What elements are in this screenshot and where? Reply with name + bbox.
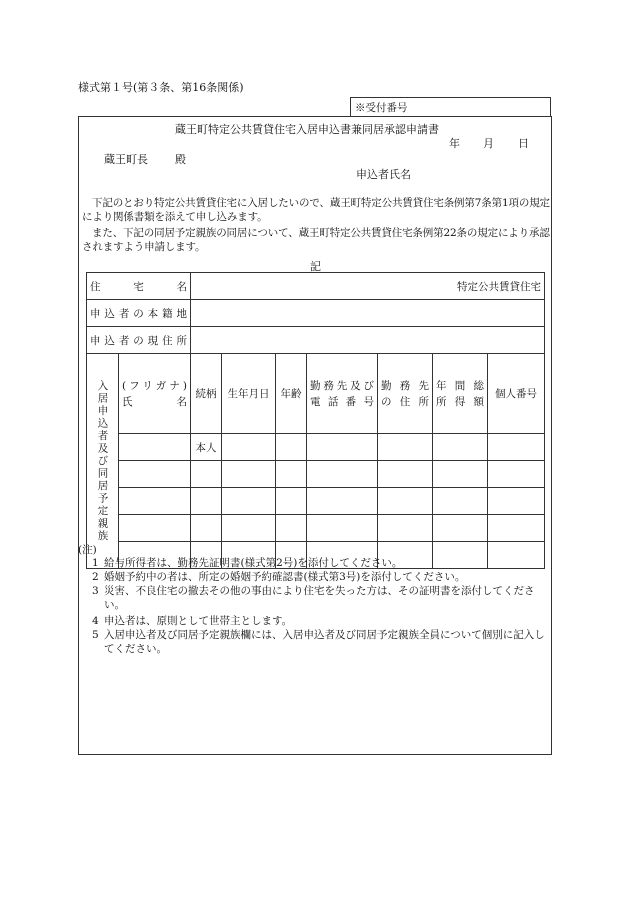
- relation-field[interactable]: [191, 488, 222, 515]
- date-month-label: 月: [483, 137, 494, 150]
- family-group-label: 入居申込者及び同居予定親族: [87, 354, 119, 569]
- housing-row: [87, 273, 545, 300]
- note-item: [92, 584, 554, 612]
- approval-paragraph: また、下記の同居予定親族の同居について、蔵王町特定公共賃貸住宅条例第22条の規定により承認されますよう申請します。: [82, 227, 550, 253]
- address-label: 申込者の現住所: [90, 334, 187, 347]
- note-number: 4: [92, 615, 99, 627]
- addressee-honorific: 殿: [175, 153, 186, 166]
- housing-label-cell: [87, 273, 191, 300]
- birthdate-field[interactable]: [222, 515, 276, 542]
- workplace-header-line2: 電話番号: [310, 395, 374, 408]
- personal-number-header: 個人番号: [488, 354, 545, 434]
- personal-number-field[interactable]: [488, 434, 545, 461]
- income-field[interactable]: [433, 488, 488, 515]
- note-item: [92, 570, 554, 584]
- income-field[interactable]: [433, 461, 488, 488]
- birthdate-header: 生年月日: [222, 354, 276, 434]
- note-item: [92, 556, 554, 570]
- note-text: 申込者は、原則として世帯主とします。: [104, 615, 293, 627]
- family-row: [87, 488, 545, 515]
- birthdate-field[interactable]: [222, 461, 276, 488]
- ki-heading: 記: [310, 260, 321, 273]
- name-field[interactable]: [119, 434, 191, 461]
- name-field[interactable]: [119, 515, 191, 542]
- workplace-header-line1: 勤務先及び: [310, 379, 374, 392]
- domicile-row: [87, 300, 545, 327]
- family-row: [87, 434, 545, 461]
- furigana-header: (フリガナ): [122, 379, 187, 392]
- age-header: 年齢: [276, 354, 307, 434]
- name-header-label: 氏名: [122, 395, 187, 408]
- date-day-label: 日: [518, 137, 529, 150]
- note-number: 2: [92, 571, 99, 583]
- family-header-row: [87, 354, 545, 434]
- workplace-field[interactable]: [307, 434, 378, 461]
- family-row: [87, 461, 545, 488]
- income-header: [433, 354, 488, 434]
- birthdate-field[interactable]: [222, 488, 276, 515]
- applicant-name-label: 申込者氏名: [356, 168, 411, 181]
- income-field[interactable]: [433, 515, 488, 542]
- note-number: 5: [92, 629, 99, 641]
- name-field[interactable]: [119, 461, 191, 488]
- family-row: [87, 515, 545, 542]
- income-field[interactable]: [433, 434, 488, 461]
- name-header: [119, 354, 191, 434]
- personal-number-field[interactable]: [488, 515, 545, 542]
- domicile-label-cell: [87, 300, 191, 327]
- note-text: 婚姻予約中の者は、所定の婚姻予約確認書(様式第3号)を添付してください。: [104, 571, 466, 583]
- housing-label: 住宅名: [90, 280, 187, 293]
- work-address-field[interactable]: [378, 515, 433, 542]
- note-item: [92, 628, 554, 656]
- address-field[interactable]: [191, 327, 545, 354]
- note-item: [92, 614, 554, 628]
- income-header-line1: 年間総: [436, 379, 484, 392]
- relation-header: 続柄: [191, 354, 222, 434]
- workplace-field[interactable]: [307, 515, 378, 542]
- note-text: 給与所得者は、勤務先証明書(様式第2号)を添付してください。: [104, 557, 403, 569]
- age-field[interactable]: [276, 434, 307, 461]
- workplace-field[interactable]: [307, 488, 378, 515]
- note-number: 3: [92, 585, 99, 597]
- note-number: 1: [92, 557, 99, 569]
- work-address-header-line1: 勤務先: [381, 379, 429, 392]
- form-title: 蔵王町特定公共賃貸住宅入居申込書兼同居承認申請書: [175, 123, 439, 136]
- housing-value[interactable]: 特定公共賃貸住宅: [191, 273, 545, 300]
- work-address-field[interactable]: [378, 488, 433, 515]
- personal-number-field[interactable]: [488, 488, 545, 515]
- workplace-field[interactable]: [307, 461, 378, 488]
- receipt-number-box[interactable]: ※受付番号: [350, 97, 551, 117]
- birthdate-field[interactable]: [222, 434, 276, 461]
- relation-field[interactable]: [191, 461, 222, 488]
- address-label-cell: [87, 327, 191, 354]
- application-paragraph: 下記のとおり特定公共賃貸住宅に入居したいので、蔵王町特定公共賃貸住宅条例第7条第1項の規定により関係書類を添えて申し込みます。: [82, 197, 550, 223]
- personal-number-field[interactable]: [488, 461, 545, 488]
- domicile-label: 申込者の本籍地: [90, 307, 187, 320]
- application-table: [86, 272, 545, 569]
- note-text: 災害、不良住宅の撤去その他の事由により住宅を失った方は、その証明書を添付してください。: [104, 585, 535, 611]
- addressee-name: 蔵王町長: [104, 153, 148, 166]
- work-address-header: [378, 354, 433, 434]
- work-address-header-line2: の住所: [381, 395, 429, 408]
- relation-field[interactable]: [191, 515, 222, 542]
- age-field[interactable]: [276, 488, 307, 515]
- relation-field[interactable]: 本人: [191, 434, 222, 461]
- domicile-field[interactable]: [191, 300, 545, 327]
- work-address-field[interactable]: [378, 434, 433, 461]
- form-number: 様式第１号(第３条、第16条関係): [78, 81, 244, 94]
- notes-heading: (注): [78, 544, 97, 556]
- work-address-field[interactable]: [378, 461, 433, 488]
- age-field[interactable]: [276, 461, 307, 488]
- income-header-line2: 所得額: [436, 395, 484, 408]
- name-field[interactable]: [119, 488, 191, 515]
- address-row: [87, 327, 545, 354]
- date-year-label: 年: [449, 137, 460, 150]
- note-text: 入居申込者及び同居予定親族欄には、入居申込者及び同居予定親族全員について個別に記入してください。: [104, 629, 545, 655]
- workplace-header: [307, 354, 378, 434]
- age-field[interactable]: [276, 515, 307, 542]
